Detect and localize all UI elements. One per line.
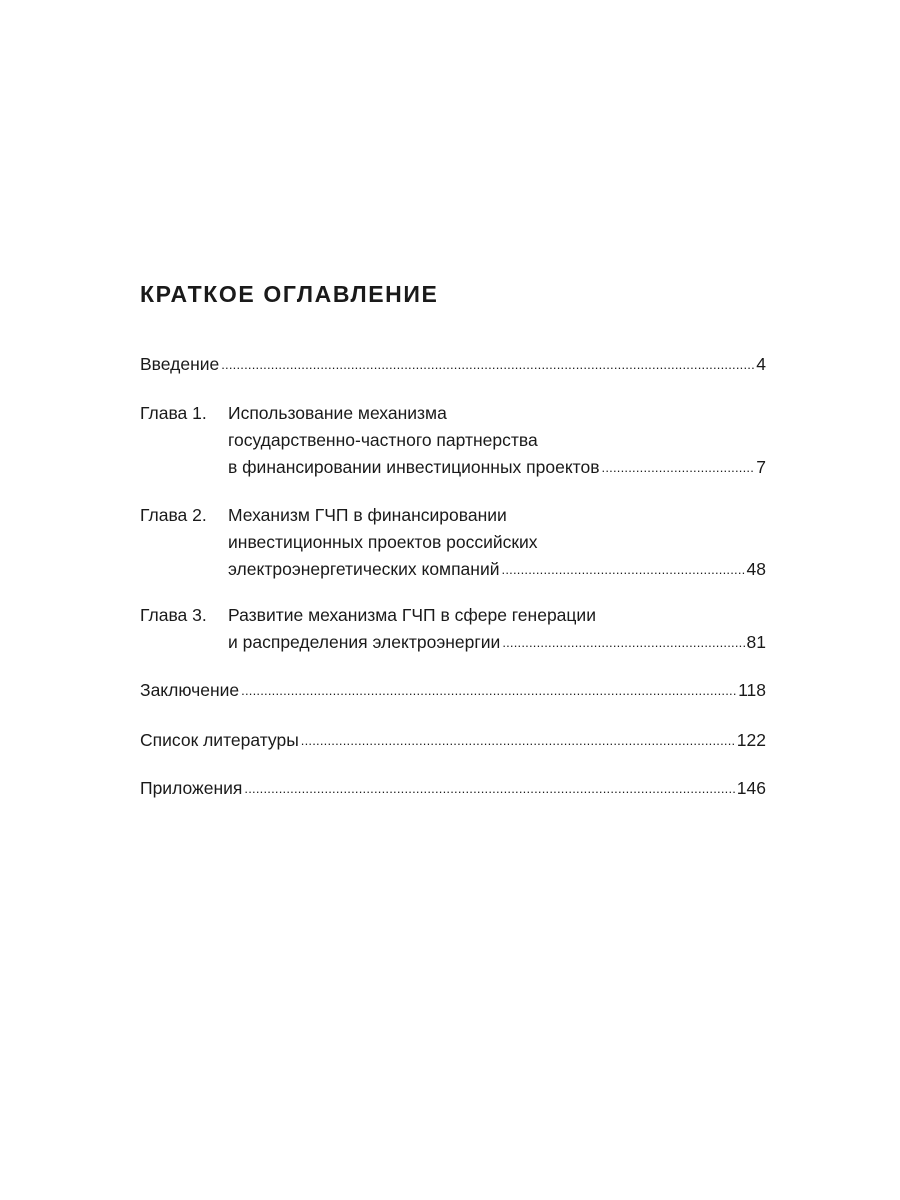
toc-page-number: 118 <box>738 680 766 700</box>
dot-leader <box>241 676 736 704</box>
toc-page-number: 7 <box>756 457 766 477</box>
chapter-label: Глава 3. <box>140 605 207 625</box>
toc-page-number: 122 <box>736 730 766 750</box>
toc-entry-chapter-3[interactable] <box>140 602 766 652</box>
toc-entry-conclusion[interactable] <box>140 677 766 704</box>
toc-entry-chapter-1[interactable] <box>140 400 766 477</box>
toc-entry-title-line: электроэнергетических компаний <box>228 559 500 579</box>
toc-entry-title-line: и распределения электроэнергии <box>228 632 501 652</box>
toc-entry-introduction[interactable] <box>140 351 766 378</box>
toc-entry-title-line: в финансировании инвестиционных проектов <box>228 457 600 477</box>
toc-entry-bibliography[interactable] <box>140 727 766 754</box>
toc-page-number: 48 <box>746 559 766 579</box>
toc-entry-appendices[interactable] <box>140 775 766 802</box>
toc-entry-title: Приложения <box>140 778 243 798</box>
toc-entry-title: Введение <box>140 354 220 374</box>
toc-entry-title-line: Развитие механизма ГЧП в сфере генерации <box>228 605 596 625</box>
dot-leader <box>244 774 734 802</box>
toc-entry-title-line: Использование механизма <box>228 403 447 423</box>
toc-entry-title: Список литературы <box>140 730 299 750</box>
chapter-label: Глава 1. <box>140 403 207 423</box>
toc-entry-title-line: инвестиционных проектов российских <box>228 532 538 552</box>
toc-page-number: 146 <box>736 778 766 798</box>
dot-leader <box>602 453 755 481</box>
dot-leader <box>301 726 735 754</box>
toc-page-number: 4 <box>756 354 766 374</box>
toc-entry-chapter-2[interactable] <box>140 502 766 579</box>
toc-page-number: 81 <box>746 632 766 652</box>
dot-leader <box>502 555 745 583</box>
dot-leader <box>502 628 744 656</box>
toc-title: КРАТКОЕ ОГЛАВЛЕНИЕ <box>140 281 439 307</box>
dot-leader <box>221 350 754 378</box>
toc-entry-title-line: государственно-частного партнерства <box>228 430 538 450</box>
chapter-label: Глава 2. <box>140 505 207 525</box>
toc-entry-title-line: Механизм ГЧП в финансировании <box>228 505 507 525</box>
toc-entry-title: Заключение <box>140 680 240 700</box>
